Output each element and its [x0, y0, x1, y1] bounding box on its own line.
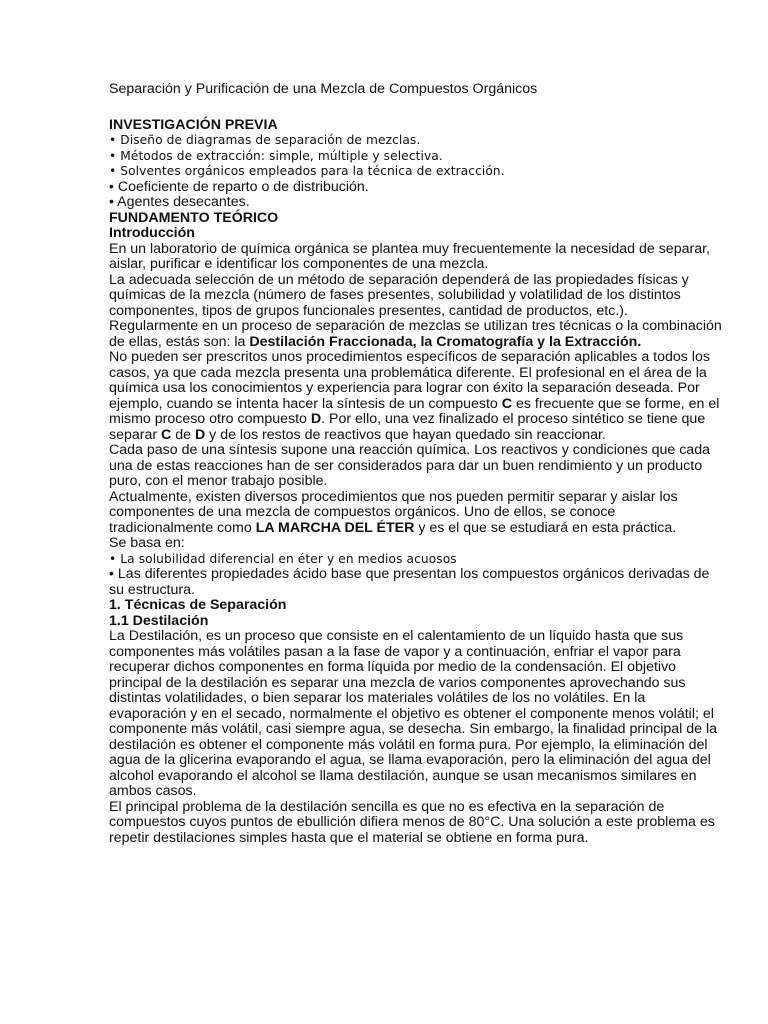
- paragraph: Cada paso de una síntesis supone una reacción química. Los reactivos y condiciones que cada una de estas reacciones han de ser considerados para dar un buen rendimiento y un producto puro, con el menor trabajo posible.: [109, 442, 710, 489]
- list-item: • Las diferentes propiedades ácido base que presentan los compuestos orgánicos derivadas de su estructura.: [109, 566, 710, 598]
- list-item: • Métodos de extracción: simple, múltiple y selectiva.: [109, 148, 443, 163]
- tecnicas-heading: 1. Técnicas de Separación: [109, 597, 287, 613]
- list-item: • Agentes desecantes.: [109, 194, 250, 210]
- text-run: de: [171, 426, 195, 443]
- basa-list: [109, 567, 722, 598]
- bold-run: D: [310, 411, 322, 427]
- paragraph: El principal problema de la destilación sencilla es que no es efectiva en la separación de compuestos cuyos puntos de ebullición difiera menos de 80°C. Una solución a este problema es repetir destilaciones simples hasta que el material se obtiene en forma pura.: [109, 798, 715, 846]
- paragraph: Se basa en:: [109, 535, 185, 551]
- text-run: y de los restos de reactivos que hayan quedado sin reaccionar.: [205, 426, 606, 443]
- text-run: y es el que se estudiará en esta práctica.: [414, 519, 677, 536]
- list-item: • La solubilidad diferencial en éter y en medios acuosos: [109, 551, 457, 566]
- paragraph: La Destilación, es un proceso que consiste en el calentamiento de un líquido hasta que sus componentes más volátiles pasan a la fase de vapor y a continuación, enfriar el vapor para recuperar dichos componentes en forma líquida por medio de la condensación. El objetivo principal de la destilación es separar una mezcla de varios componentes aprovechando sus distintas volatilidades, o bien separar los materiales volátiles de los no volátiles. En la evaporación y en el secado, normalmente el objetivo es obtener el componente menos volátil; el componente más volátil, casi siempre agua, se desecha. Sin embargo, la finalidad principal de la destilación es obtener el componente más volátil en forma pura. Por ejemplo, la eliminación del agua de la glicerina evaporando el agua, se llama evaporación, pero la eliminación del agua del alcohol evaporando el alcohol se llama destilación, aunque se usan mecanismos similares en ambos casos.: [109, 628, 718, 799]
- paragraph: [109, 319, 722, 350]
- destilacion-heading: 1.1 Destilación: [109, 612, 209, 629]
- text-run: es frecuente que se forme, en el mismo proceso otro compuesto: [109, 395, 720, 427]
- text-run: Actualmente, existen diversos procedimientos que nos pueden permitir separar y aislar los componentes de una mezcla de compuestos orgánicos. Uno de ellos, se conoce tradicionalmente como: [109, 488, 678, 536]
- paragraph: La adecuada selección de un método de separación dependerá de las propiedades físicas y químicas de la mezcla (número de fases presentes, solubilidad y volatilidad de los distintos componentes, tipos de grupos funcionales presentes, cantidad de productos, etc.).: [109, 271, 689, 319]
- list-item: • Solventes orgánicos empleados para la técnica de extracción.: [109, 164, 505, 178]
- paragraph: [109, 350, 722, 443]
- text-run: Regularmente en un proceso de separación de mezclas se utilizan tres técnicas o la combinación de ellas, estás son: la: [109, 318, 722, 350]
- list-item: • Coeficiente de reparto o de distribución.: [109, 178, 369, 195]
- fundamento-heading: FUNDAMENTO TEÓRICO: [109, 209, 279, 226]
- investigacion-list: [109, 180, 722, 211]
- document-title: Separación y Purificación de una Mezcla de Compuestos Orgánicos: [109, 81, 538, 97]
- introduccion-heading: Introducción: [109, 225, 195, 241]
- list-item: • Diseño de diagramas de separación de mezclas.: [109, 133, 421, 147]
- spacer: [109, 98, 722, 118]
- bold-run: Destilación Fraccionada, la Cromatografía y la Extracción.: [249, 333, 642, 350]
- bold-run: LA MARCHA DEL ÉTER: [255, 519, 415, 536]
- investigacion-heading: INVESTIGACIÓN PREVIA: [109, 116, 278, 133]
- bold-run: D: [194, 426, 206, 443]
- bold-run: C: [161, 426, 172, 443]
- paragraph: En un laboratorio de química orgánica se plantea muy frecuentemente la necesidad de separar, aislar, purificar e identificar los componentes de una mezcla.: [109, 240, 710, 272]
- paragraph: [109, 490, 722, 537]
- text-run: . Por ello, una vez finalizado el proceso sintético se tiene que separar: [109, 411, 706, 443]
- bold-run: C: [501, 395, 513, 412]
- text-run: No pueden ser prescritos unos procedimientos específicos de separación aplicables a todos los casos, ya que cada mezcla presenta una problemática diferente. El profesional en el área de la química usa los conocimientos y experiencia para lograr con éxito la separación deseada. Por ejemplo, cuando se intenta hacer la síntesis de un compuesto: [109, 349, 710, 412]
- investigacion-list-small: [109, 133, 722, 180]
- basa-list-small: [109, 552, 722, 568]
